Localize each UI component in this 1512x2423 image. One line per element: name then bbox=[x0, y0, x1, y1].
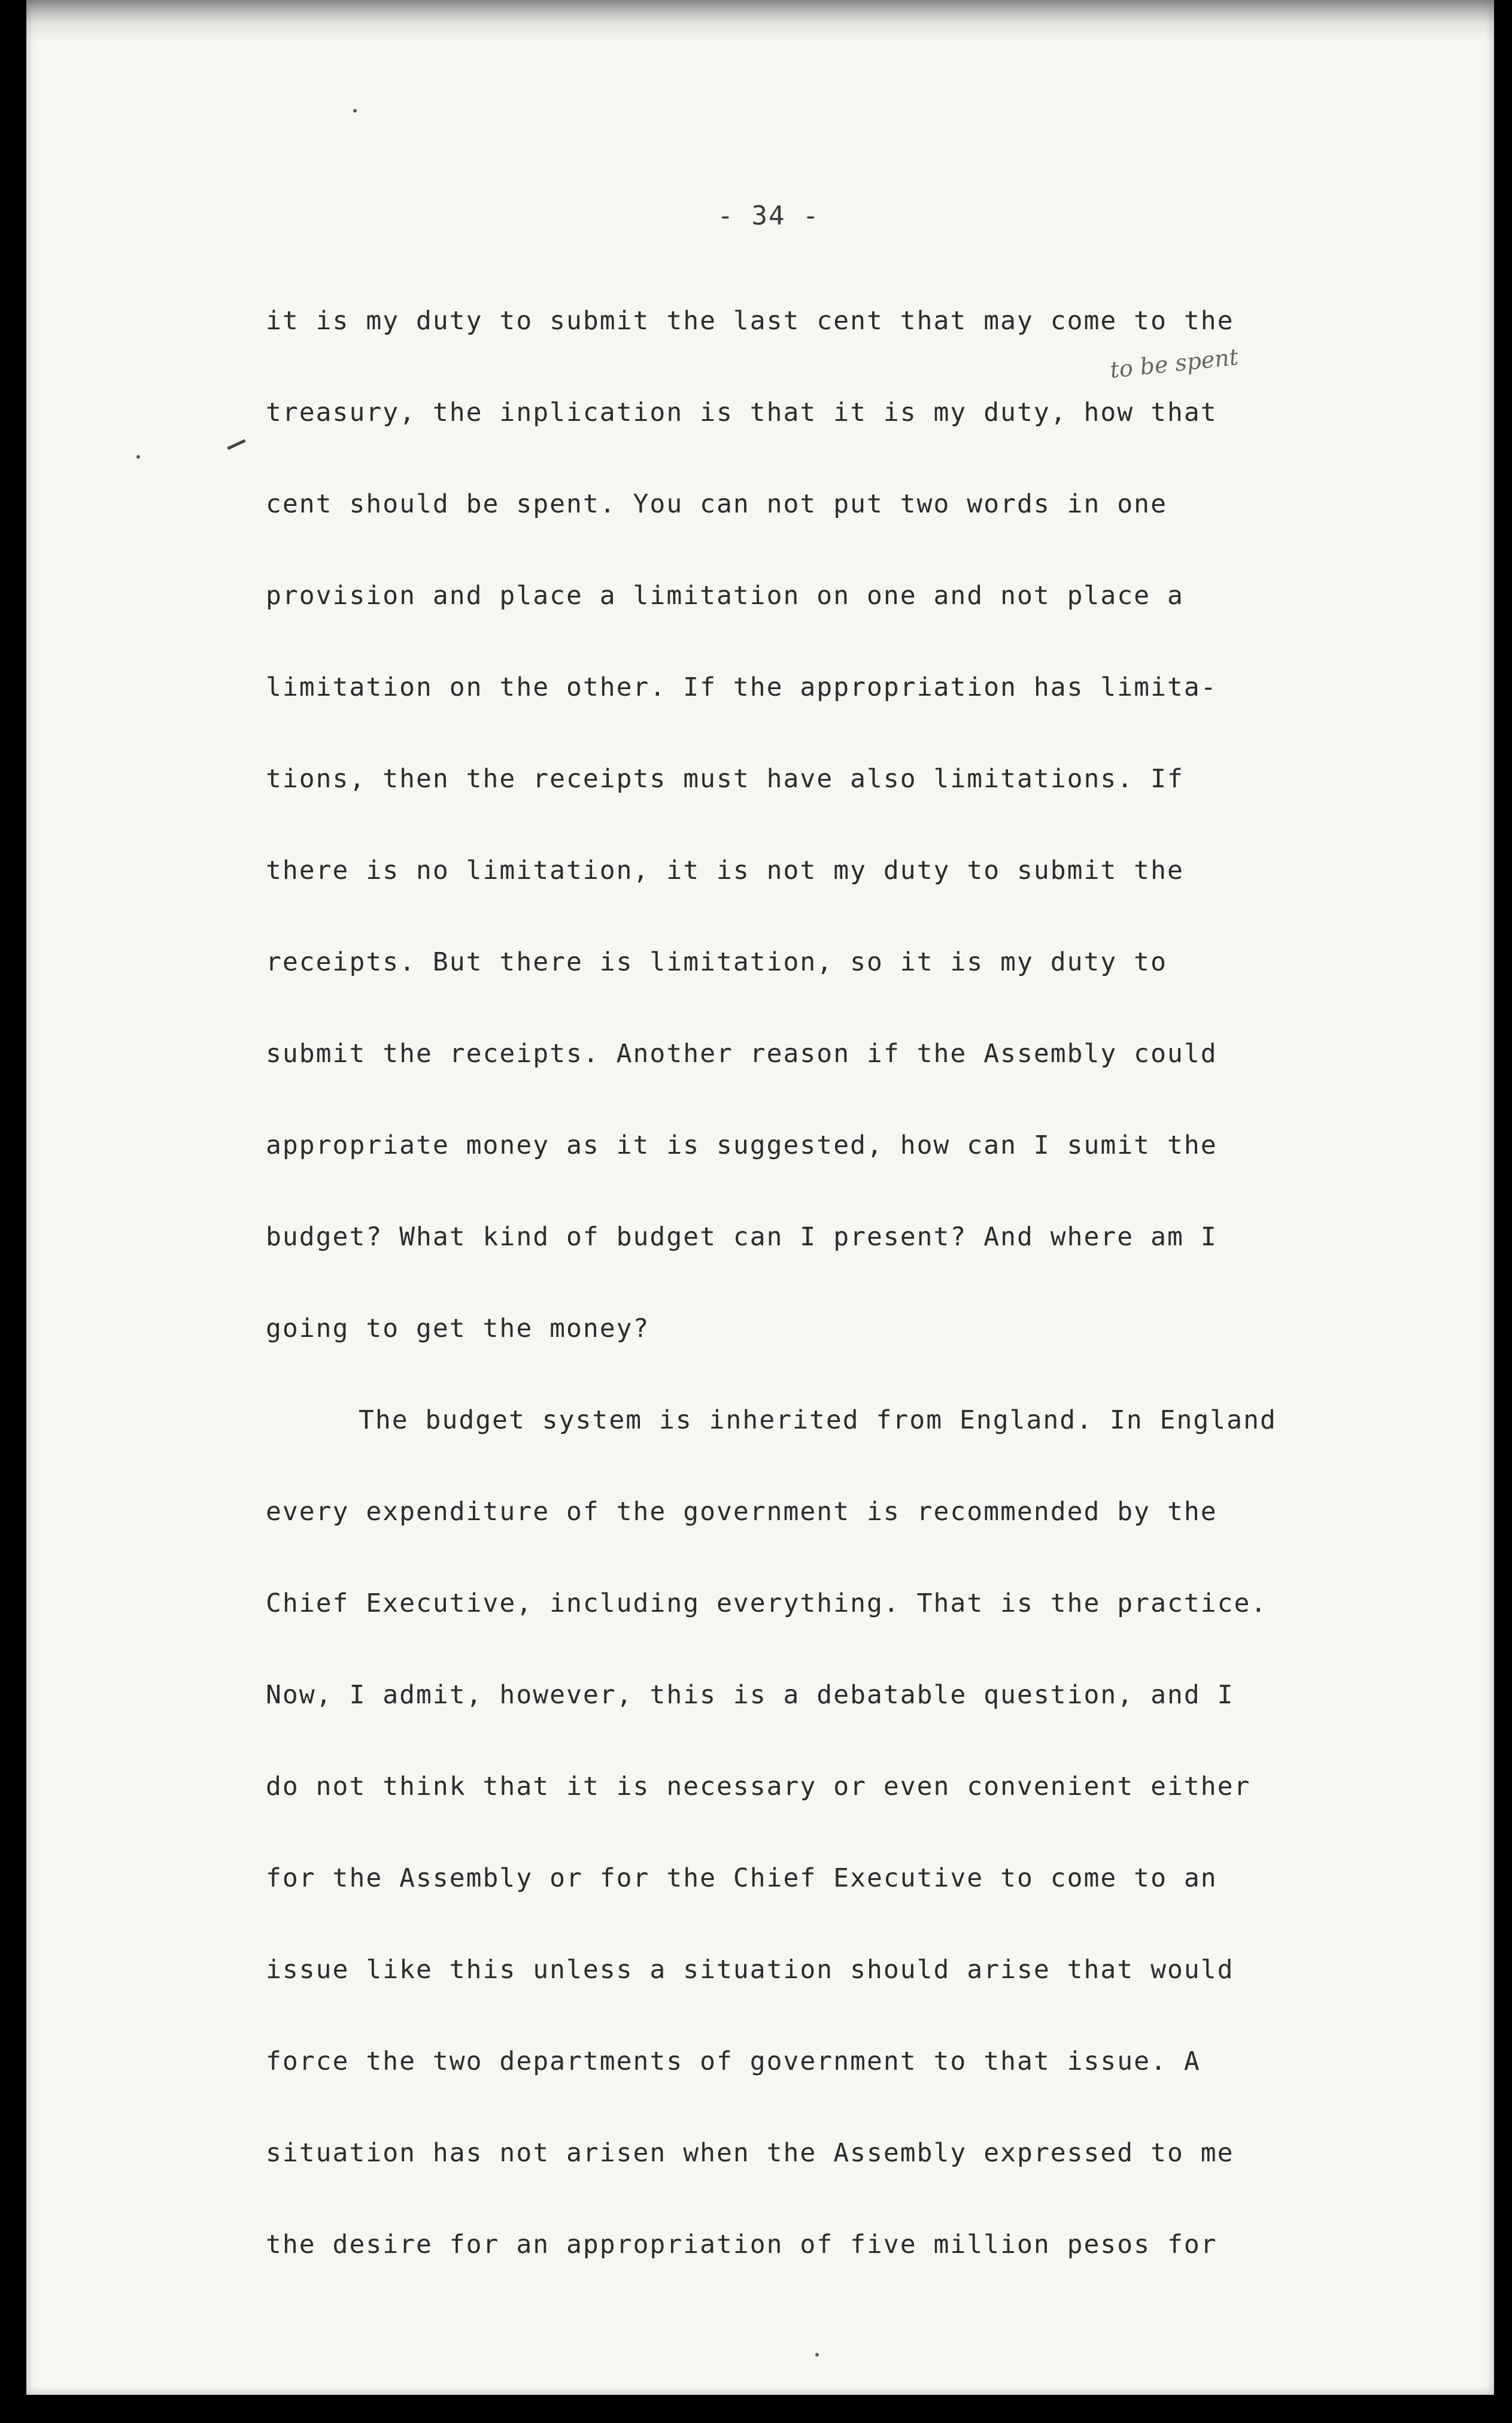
text-line: appropriate money as it is suggested, how can I sumit the bbox=[266, 1130, 1218, 1160]
page-number: - 34 - bbox=[717, 201, 820, 231]
paper-sheet bbox=[26, 0, 1494, 2395]
text-line: Now, I admit, however, this is a debatable question, and I bbox=[266, 1680, 1234, 1710]
handwritten-margin-annotation: to be spent bbox=[1109, 343, 1240, 384]
text-line: there is no limitation, it is not my duty to submit the bbox=[266, 856, 1184, 885]
text-line: every expenditure of the government is recommended by the bbox=[266, 1497, 1218, 1527]
text-line: tions, then the receipts must have also limitations. If bbox=[266, 764, 1184, 794]
text-line: the desire for an appropriation of five million pesos for bbox=[266, 2230, 1218, 2260]
text-line: going to get the money? bbox=[266, 1314, 650, 1344]
text-line: issue like this unless a situation should arise that would bbox=[266, 1955, 1234, 1985]
text-line: receipts. But there is limitation, so it is my duty to bbox=[266, 947, 1167, 977]
paper-top-edge-shadow bbox=[26, 0, 1494, 42]
text-line: Chief Executive, including everything. That is the practice. bbox=[266, 1588, 1268, 1618]
dust-speck bbox=[815, 2353, 819, 2357]
text-line-paragraph-start: The budget system is inherited from England. In England bbox=[359, 1405, 1277, 1435]
text-line: submit the receipts. Another reason if the Assembly could bbox=[266, 1039, 1218, 1069]
text-line: limitation on the other. If the appropriation has limita- bbox=[266, 672, 1218, 702]
typewritten-body bbox=[266, 296, 1403, 2312]
text-line: do not think that it is necessary or even convenient either bbox=[266, 1772, 1251, 1802]
text-line: it is my duty to submit the last cent that may come to the bbox=[266, 306, 1234, 336]
dust-speck bbox=[136, 455, 140, 459]
text-line: budget? What kind of budget can I present? And where am I bbox=[266, 1222, 1218, 1252]
text-line: treasury, the inplication is that it is my duty, how that bbox=[266, 398, 1218, 427]
text-line: cent should be spent. You can not put two words in one bbox=[266, 489, 1167, 519]
dust-speck bbox=[353, 109, 357, 113]
text-line: for the Assembly or for the Chief Executive to come to an bbox=[266, 1863, 1218, 1893]
text-line: situation has not arisen when the Assembly expressed to me bbox=[266, 2138, 1234, 2168]
margin-pen-mark bbox=[227, 439, 245, 450]
text-line: provision and place a limitation on one and not place a bbox=[266, 581, 1184, 611]
text-line: force the two departments of government to that issue. A bbox=[266, 2046, 1201, 2076]
